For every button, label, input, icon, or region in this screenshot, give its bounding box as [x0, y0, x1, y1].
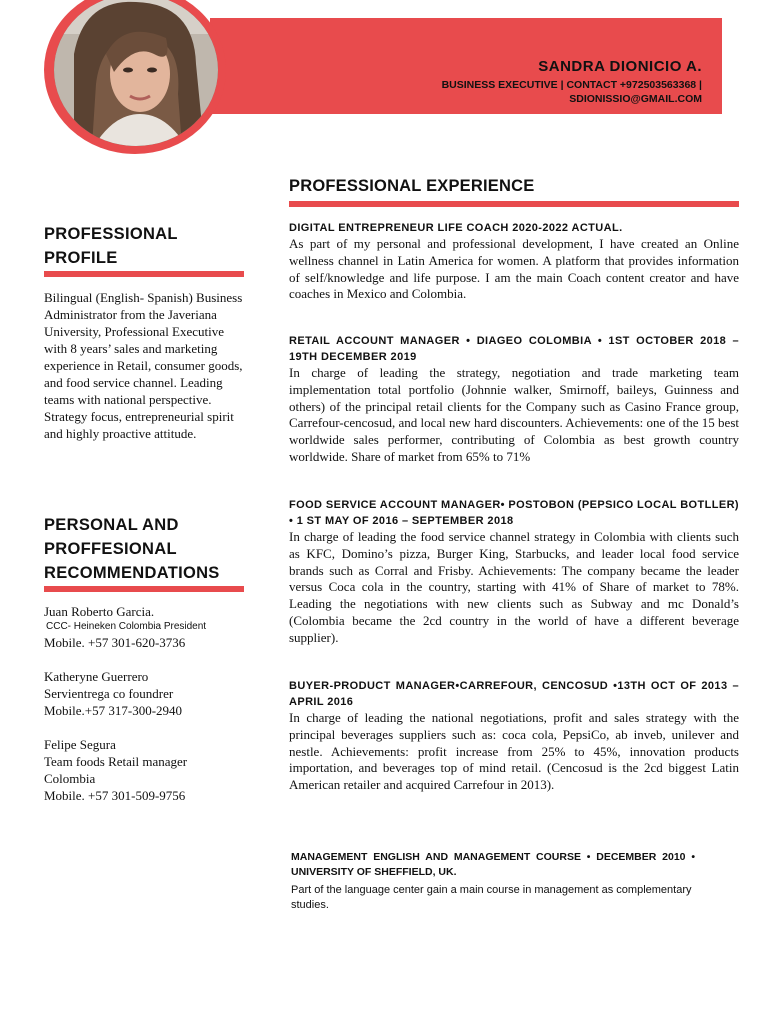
job-description: In charge of leading the food service channel strategy in Colombia with clients such as KFC, Domino’s pizza, Burger King, Starbucks, and leader local food service brands such as Corral and Frisby. Achievements: The company became the leader versus Coca cola in the country, starting with 41% of Share of market to 78%. Leading the negotiations with new clients such as Subway and mc Donald’s (Colombia became the 2cd country in the world of have a different beverage supplier). [289, 529, 739, 645]
profile-text: Bilingual (English- Spanish) Business Administrator from the Javeriana University, Professional Executive with 8 years’ sales and marketing experience in Retail, consumer goods, and food service channel. Leading teams with national perspective. Strategy focus, entrepreneurial spirit and highly proactive attitude. [44, 290, 243, 441]
contact-email: SDIONISSIO@GMAIL.COM [569, 93, 702, 105]
recommendation-item [44, 736, 229, 804]
job-entry [289, 678, 739, 794]
profile-heading: PROFESSIONAL PROFILE [44, 225, 178, 267]
education-title: MANAGEMENT ENGLISH AND MANAGEMENT COURSE • DECEMBER 2010 • UNIVERSITY OF SHEFFIELD, UK. [291, 851, 695, 878]
job-entry [289, 220, 739, 303]
experience-underline [289, 201, 739, 207]
recommender-role: Team foods Retail manager Colombia [44, 754, 188, 786]
job-entry [289, 333, 739, 466]
job-description: In charge of leading the strategy, negotiation and trade marketing team implementation total portfolio (Johnnie walker, Smirnoff, baileys, Guinness and others) of the principal retail clients for the Company such as Casino France group, Carrefour-cencosud, and local new hard discounters. Achievements: one of the 15 best worldwide sales performer, contributing of Colombia as best growth country worldwide. Share of market from 65% to 71% [289, 365, 739, 464]
job-description: In charge of leading the national negotiations, profit and sales strategy with the principal beverages suppliers such as: coca cola, PepsiCo, ab inveb, unilever and nestle. Achievements: profit increase from 25% to 45%, innovation products importation, and beverages top of mind retail. (Cencosud is the 2cd biggest Latin American retailer and acquired Carrefour in 2013). [289, 710, 739, 793]
job-title: FOOD SERVICE ACCOUNT MANAGER• POSTOBON (PEPSICO LOCAL BOTLLER) • 1 ST MAY OF 2016 – SEPTEMBER 2018 [289, 499, 739, 527]
job-description: As part of my personal and professional development, I have created an Online wellness channel in Latin America for women. A platform that provides information of self/knowledge and life purpose. I am the main Coach content creator and have coaches in Mexico and Colombia. [289, 236, 739, 302]
recommender-phone: Mobile. +57 301-509-9756 [44, 788, 186, 803]
job-title: BUYER-PRODUCT MANAGER•CARREFOUR, CENCOSUD •13TH OCT OF 2013 – APRIL 2016 [289, 680, 739, 708]
recommendations-underline [44, 586, 244, 592]
education-description: Part of the language center gain a main course in management as complementary studies. [291, 884, 692, 911]
recommender-name: Katheryne Guerrero [44, 669, 149, 684]
recommender-role: Servientrega co foundrer [44, 686, 174, 701]
recommender-name: Juan Roberto Garcia. [44, 604, 155, 619]
profile-underline [44, 271, 244, 277]
job-title: DIGITAL ENTREPRENEUR LIFE COACH 2020-2022 ACTUAL. [289, 222, 623, 234]
job-entry [289, 497, 739, 647]
recommendations-heading: PERSONAL AND PROFFESIONAL RECOMMENDATIONS [44, 516, 220, 582]
profile-photo [54, 0, 218, 146]
job-title: RETAIL ACCOUNT MANAGER • DIAGEO COLOMBIA • 1ST OCTOBER 2018 – 19TH DECEMBER 2019 [289, 335, 739, 363]
recommendation-item [44, 603, 254, 651]
education-entry [291, 850, 695, 912]
recommender-phone: Mobile.+57 317-300-2940 [44, 703, 183, 718]
contact-info [362, 78, 702, 106]
recommender-name: Felipe Segura [44, 737, 116, 752]
candidate-name: SANDRA DIONICIO A. [538, 58, 702, 75]
experience-heading: PROFESSIONAL EXPERIENCE [289, 177, 535, 195]
recommender-phone: Mobile. +57 301-620-3736 [44, 635, 186, 650]
recommendation-item [44, 668, 254, 719]
contact-line-1: BUSINESS EXECUTIVE | CONTACT +972503563368 | [441, 79, 702, 91]
recommender-role: CCC- Heineken Colombia President [46, 621, 207, 632]
